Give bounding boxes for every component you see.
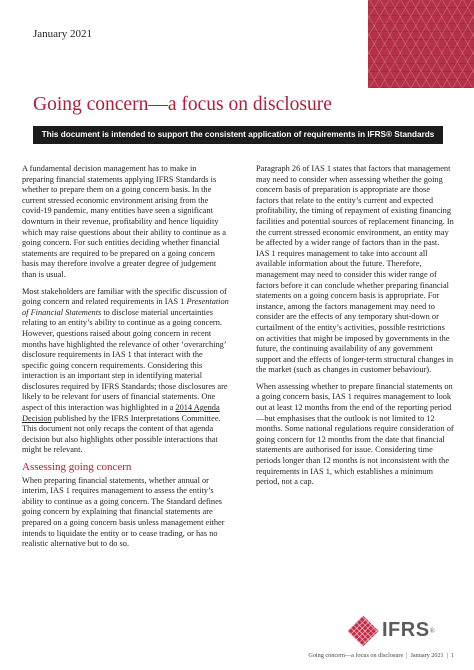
standard-title: Presentation of Financial Statements bbox=[22, 297, 229, 317]
left-column bbox=[22, 164, 230, 556]
footer-title: Going concern—a focus on disclosure bbox=[308, 652, 404, 659]
agenda-decision-link[interactable]: 2014 Agenda Decision bbox=[22, 403, 220, 423]
footer-date: January 2021 bbox=[410, 652, 444, 659]
right-column bbox=[256, 164, 454, 494]
decorative-header-pattern bbox=[368, 0, 474, 88]
page-number: 1 bbox=[450, 652, 454, 659]
document-date: January 2021 bbox=[33, 28, 92, 40]
page-footer: Going concern—a focus on disclosure | January 2021 | 1 bbox=[308, 652, 454, 659]
document-title: Going concern—a focus on disclosure bbox=[33, 94, 332, 115]
paragraph-stakeholders: Most stakeholders are familiar with the specific discussion of going concern and related requirements in IAS 1 Presentation of Financial Statements to disclose material uncertainties relating to an entity’s ability to continue as a going concern. However, questions raised about going concern in recent months have highlighted the relevance of other ‘overarching’ disclosure requirements in IAS 1 that interact with the specific going concern requirements. Considering this interaction is an important step in identifying material disclosures required by IFRS Standards; those disclosures are likely to be relevant for users of financial statements. One aspect of this interaction was highlighted in a 2014 Agenda Decision published by the IFRS Interpretations Committee. This document not only recaps the content of that agenda decision but also highlights other possible interactions that might be relevant. bbox=[22, 286, 229, 455]
paragraph-factors: Paragraph 26 of IAS 1 states that factors that management may need to consider when assessing whether the going concern basis of preparation is appropriate are those factors that relate to the entity’s current and expected profitability, the timing of repayment of existing financing facilities and potential sources of replacement financing. In the current stressed economic environment, an entity may be affected by a wider range of factors than in the past. IAS 1 requires management to take into account all available information about the future. Therefore, management may need to consider this wider range of factors before it can conclude whether preparing financial statements on a going concern basis is appropriate. For instance, among the factors management may need to consider are the effects of any temporary shut-down or curtailment of the entity’s activities, possible restrictions on activities that might be imposed by governments in the future, the continuing availability of any government support and the effects of longer-term structural changes in the market (such as changes in customer behaviour). bbox=[256, 164, 454, 375]
ifrs-logo: IFRS ® bbox=[352, 619, 435, 642]
ifrs-logo-mark-icon bbox=[347, 615, 378, 646]
paragraph-assessing: When preparing financial statements, whether annual or interim, IAS 1 requires management to assess the entity’s ability to continue as a going concern. The Standard defines going concern by explaining that financial statements are prepared on a going concern basis unless management either intends to liquidate the entity or to cease trading, or has no realistic alternative but to do so. bbox=[22, 475, 225, 549]
paragraph-period: When assessing whether to prepare financial statements on a going concern basis, IAS 1 requires management to look out at least 12 months from the end of the reporting period—but emphasises that the outlook is not limited to 12 months. Some national regulations require consideration of going concern for 12 months from the date that financial statements are authorised for issue. Considering time periods longer than 12 months is not inconsistent with the requirements in IAS 1, which establishes a minimum period, not a cap. bbox=[256, 381, 454, 487]
intro-banner: This document is intended to support the consistent application of requirements in IFRS® Standards bbox=[33, 126, 443, 144]
section-heading: Assessing going concern bbox=[22, 461, 132, 474]
paragraph-intro: A fundamental decision management has to make in preparing financial statements applying IFRS Standards is whether to prepare them on a going concern basis. In the current stressed economic environment arising from the covid-19 pandemic, many entities have seen a significant downturn in their revenue, profitability and hence liquidity which may raise questions about their ability to continue as a going concern. For such entities deciding whether financial statements are required to be prepared on a going concern basis may therefore involve a greater degree of judgement than is usual. bbox=[22, 164, 226, 279]
